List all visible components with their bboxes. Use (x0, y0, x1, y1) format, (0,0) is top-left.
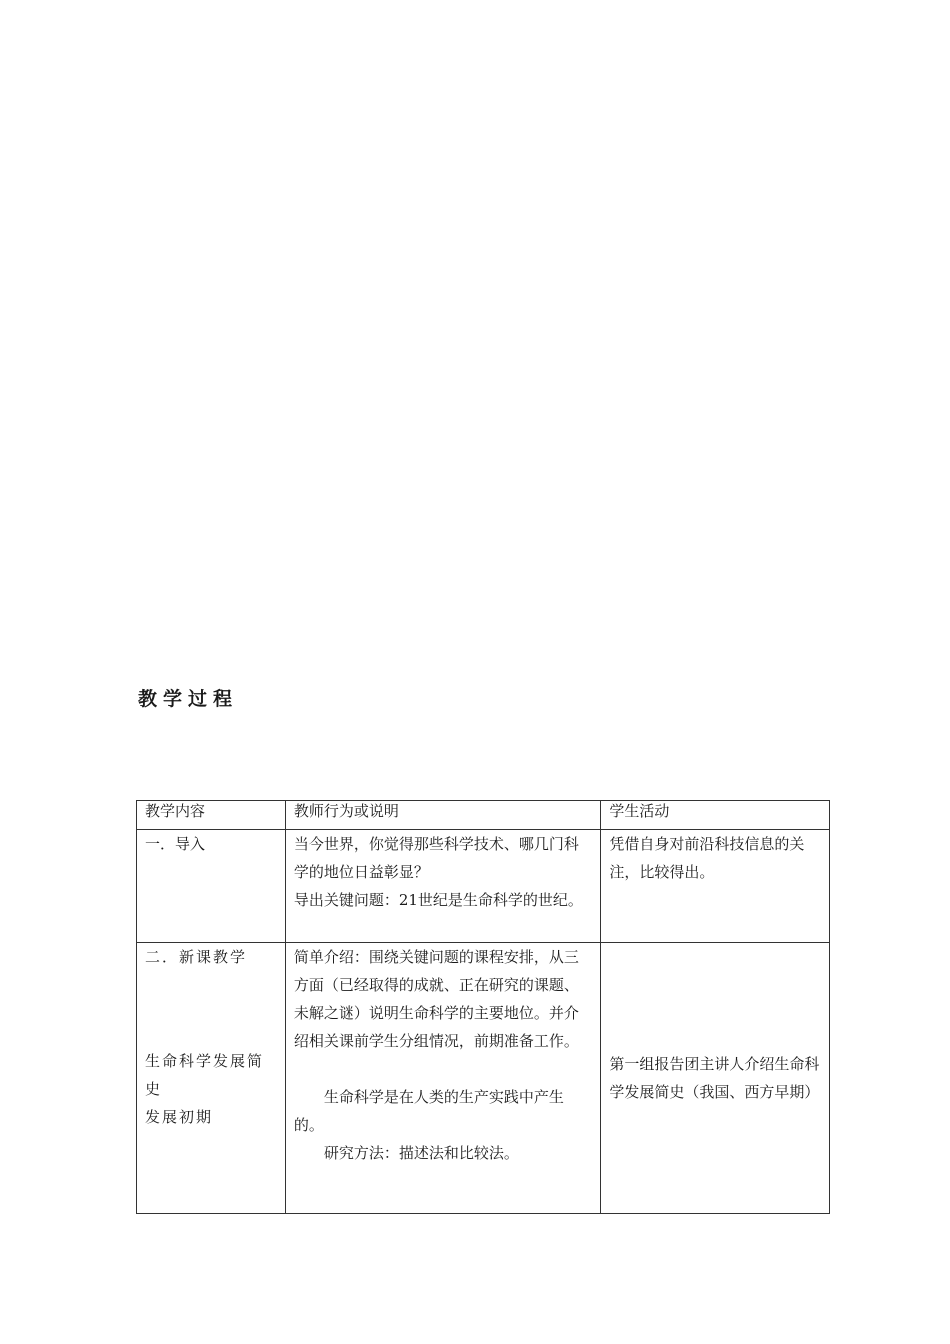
header-content: 教学内容 (137, 801, 286, 830)
intro-teacher (285, 830, 601, 943)
new-lesson-student (601, 943, 830, 1214)
header-student: 学生活动 (601, 801, 830, 830)
new-lesson-sub1: 生命科学发展简史 (145, 1052, 265, 1098)
new-lesson-teacher (285, 943, 601, 1214)
section-title: 教学过程 (138, 688, 239, 710)
intro-teacher-line: 当今世界，你觉得那些科学技术、哪几门科学的地位日益彰显？ (293, 835, 579, 881)
new-lesson-teacher-line: 生命科学是在人类的生产实践中产生的。 (293, 1088, 564, 1134)
new-lesson-teacher-line: 简单介绍：围绕关键问题的课程安排，从三方面（已经取得的成就、正在研究的课题、未解之谜）说明生命科学的主要地位。并介绍相关课前学生分组情况，前期准备工作。 (293, 948, 579, 1050)
new-lesson-title: 二．新课教学 (145, 948, 248, 966)
intro-teacher-line: 导出关键问题：21世纪是生命科学的世纪。 (293, 891, 583, 909)
table-header-row (137, 801, 830, 830)
intro-student-text: 凭借自身对前沿科技信息的关注，比较得出。 (609, 835, 805, 881)
new-lesson-teacher-line: 研究方法：描述法和比较法。 (323, 1144, 519, 1162)
intro-content-text: 一．导入 (145, 835, 206, 853)
lesson-table (136, 800, 830, 1214)
table-row (137, 943, 830, 1214)
header-teacher: 教师行为或说明 (285, 801, 601, 830)
intro-student (601, 830, 830, 943)
table-row (137, 830, 830, 943)
new-lesson-sub2: 发展初期 (145, 1108, 214, 1126)
new-lesson-content (137, 943, 286, 1214)
intro-content (137, 830, 286, 943)
new-lesson-student-text: 第一组报告团主讲人介绍生命科学发展简史（我国、西方早期） (609, 1055, 820, 1101)
